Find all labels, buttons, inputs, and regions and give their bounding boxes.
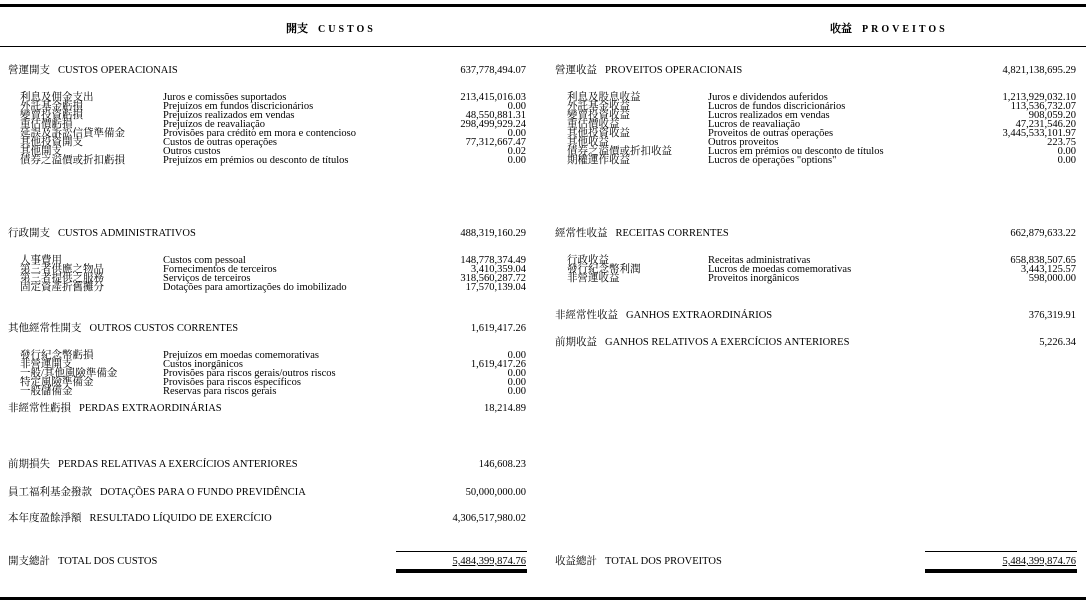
total-label-pt: TOTAL DOS CUSTOS [58, 556, 158, 567]
line-item-pt: Lucros de moedas comemorativas [708, 264, 852, 275]
line-item-zh: 非營運收益 [567, 273, 620, 284]
section-header [8, 460, 298, 470]
line-item-value: 1,619,417.26 [470, 359, 526, 370]
line-item-pt: Serviços de terceiros [163, 273, 251, 284]
line-item-zh: 外託基金虧損 [20, 101, 83, 112]
line-item-value: 213,415,016.03 [460, 92, 526, 103]
section-value: 18,214.89 [484, 403, 526, 414]
line-item-value: 0.00 [507, 386, 526, 397]
line-item-zh: 第三者提供之服務 [20, 273, 104, 284]
section-value: 1,619,417.26 [470, 323, 526, 334]
line-item-zh: 一般/其他風險準備金 [20, 368, 118, 379]
line-item-zh: 期權運作收益 [567, 155, 630, 166]
line-item-zh: 債券之溢價或折扣虧損 [20, 155, 125, 166]
line-item-pt: Provisões para riscos específicos [163, 377, 301, 388]
line-item-value: 17,570,139.04 [465, 282, 526, 293]
section-title-zh: 其他經常性開支 [8, 323, 82, 334]
section-value: 637,778,494.07 [460, 65, 526, 76]
line-item-pt: Custos com pessoal [163, 255, 246, 266]
line-item-zh: 其他投資開支 [20, 137, 83, 148]
section-value: 4,306,517,980.02 [452, 513, 526, 524]
line-item-pt: Provisões para crédito em mora e contencioso [163, 128, 357, 139]
line-item-pt: Custos inorgânicos [163, 359, 244, 370]
line-item-pt: Provisões para riscos gerais/outros riscos [163, 368, 336, 379]
line-item-pt: Lucros realizados em vendas [708, 110, 830, 121]
costs-title-pt: CUSTOS [318, 24, 376, 35]
section-header [8, 404, 222, 414]
section-title-zh: 非經常性虧損 [8, 403, 71, 414]
line-item-zh: 其他收益 [567, 137, 609, 148]
section-header [8, 514, 272, 524]
line-item-zh: 變賣投資虧損 [20, 110, 83, 121]
total-row [8, 557, 157, 567]
section-header [8, 488, 306, 498]
section-title-zh: 前期損失 [8, 459, 50, 470]
top-rule [0, 4, 1086, 7]
section-value: 376,319.91 [1028, 310, 1076, 321]
line-item-pt: Juros e dividendos auferidos [708, 92, 828, 103]
line-item-zh: 利息及佣金支出 [20, 92, 94, 103]
line-item-value: 0.00 [1057, 146, 1076, 157]
section-title-zh: 前期收益 [555, 337, 597, 348]
line-item-value: 598,000.00 [1028, 273, 1076, 284]
line-item-zh: 第三者供應之物品 [20, 264, 104, 275]
line-item-pt: Outros proveitos [708, 137, 779, 148]
line-item-value: 223.75 [1047, 137, 1076, 148]
line-item-pt: Prejuízos em prémios ou desconto de títulos [163, 155, 349, 166]
line-item-value: 0.00 [507, 377, 526, 388]
line-item-pt: Juros e comissões suportados [163, 92, 287, 103]
line-item-value: 148,778,374.49 [460, 255, 526, 266]
line-item-zh: 延誤及訴訟信貸準備金 [20, 128, 125, 139]
total-top-rule-revenues [925, 551, 1077, 552]
section-title-pt: CUSTOS ADMINISTRATIVOS [58, 228, 196, 239]
line-item-value: 0.00 [1057, 155, 1076, 166]
revenues-title-pt: PROVEITOS [862, 24, 948, 35]
line-item-pt: Proveitos de outras operações [708, 128, 834, 139]
line-item-pt: Prejuízos em fundos discricionários [163, 101, 314, 112]
section-title-pt: GANHOS RELATIVOS A EXERCÍCIOS ANTERIORES [605, 337, 850, 348]
section-title-zh: 員工福利基金撥款 [8, 487, 92, 498]
line-item-zh: 發行紀念幣利潤 [567, 264, 641, 275]
revenues-header [830, 20, 948, 36]
section-header [555, 66, 742, 76]
line-item-pt: Custos de outras operações [163, 137, 278, 148]
section-value: 662,879,633.22 [1010, 228, 1076, 239]
section-title-pt: RECEITAS CORRENTES [615, 228, 729, 239]
line-item-value: 298,499,929.24 [460, 119, 526, 130]
costs-header [286, 20, 376, 36]
line-item-pt: Lucros de fundos discricionários [708, 101, 846, 112]
line-item-value: 0.02 [507, 146, 526, 157]
line-item-pt: Reservas para riscos gerais [163, 386, 277, 397]
section-title-zh: 營運收益 [555, 65, 597, 76]
section-title-pt: PROVEITOS OPERACIONAIS [605, 65, 743, 76]
section-title-pt: GANHOS EXTRAORDINÁRIOS [626, 310, 773, 321]
line-item-value: 3,445,533,101.97 [1002, 128, 1076, 139]
line-item-zh: 重估價收益 [567, 119, 620, 130]
section-title-zh: 本年度盈餘淨額 [8, 513, 82, 524]
total-value: 5,484,399,874.76 [1002, 556, 1076, 567]
line-item-zh: 發行紀念幣虧損 [20, 350, 94, 361]
section-value: 4,821,138,695.29 [1002, 65, 1076, 76]
line-item-zh: 行政收益 [567, 255, 609, 266]
section-header [8, 66, 178, 76]
total-label-pt: TOTAL DOS PROVEITOS [605, 556, 722, 567]
line-item-value: 0.00 [507, 368, 526, 379]
line-item-value: 3,410,359.04 [470, 264, 526, 275]
line-item-value: 0.00 [507, 101, 526, 112]
line-item-value: 48,550,881.31 [465, 110, 526, 121]
section-header [555, 311, 772, 321]
line-item-zh: 固定資產折舊攤分 [20, 282, 104, 293]
total-row [555, 557, 722, 567]
line-item-value: 77,312,667.47 [465, 137, 526, 148]
costs-title-zh: 開支 [286, 23, 308, 35]
line-item-pt: Receitas administrativas [708, 255, 811, 266]
line-item-value: 658,838,507.65 [1010, 255, 1076, 266]
line-item-zh: 人事費用 [20, 255, 62, 266]
line-item-pt: Proveitos inorgânicos [708, 273, 800, 284]
line-item-pt: Lucros de operações "options" [708, 155, 837, 166]
section-title-zh: 行政開支 [8, 228, 50, 239]
section-value: 488,319,160.29 [460, 228, 526, 239]
line-item-value: 1,213,929,032.10 [1002, 92, 1076, 103]
section-value: 50,000,000.00 [465, 487, 526, 498]
section-header [8, 229, 196, 239]
line-item-pt: Dotações para amortizações do imobilizado [163, 282, 347, 293]
section-header [555, 229, 729, 239]
line-item-zh: 外託基金收益 [567, 101, 630, 112]
section-title-pt: RESULTADO LÍQUIDO DE EXERCÍCIO [89, 513, 272, 524]
line-item-zh: 非營運開支 [20, 359, 73, 370]
section-title-pt: OUTROS CUSTOS CORRENTES [89, 323, 239, 334]
section-header [8, 324, 238, 334]
total-label-zh: 收益總計 [555, 556, 597, 567]
header-rule [0, 46, 1086, 47]
line-item-zh: 特定風險準備金 [20, 377, 94, 388]
line-item-pt: Outros custos [163, 146, 221, 157]
line-item-value: 0.00 [507, 155, 526, 166]
line-item-pt: Fornecimentos de terceiros [163, 264, 277, 275]
line-item-zh: 債券之溢價或折扣收益 [567, 146, 672, 157]
line-item-pt: Prejuízos realizados em vendas [163, 110, 295, 121]
section-title-zh: 經常性收益 [555, 228, 608, 239]
line-item-pt: Prejuízos em moedas comemorativas [163, 350, 319, 361]
line-item-value: 0.00 [507, 128, 526, 139]
section-value: 146,608.23 [478, 459, 526, 470]
section-title-pt: PERDAS RELATIVAS A EXERCÍCIOS ANTERIORES [58, 459, 298, 470]
line-item-pt: Prejuízos de reavaliação [163, 119, 266, 130]
section-title-pt: DOTAÇÕES PARA O FUNDO PREVIDÊNCIA [100, 487, 306, 498]
section-title-pt: PERDAS EXTRAORDINÁRIAS [79, 403, 222, 414]
total-double-rule-costs [396, 569, 527, 573]
line-item-pt: Lucros de reavaliação [708, 119, 801, 130]
line-item-value: 318,560,287.72 [460, 273, 526, 284]
line-item-zh: 一般儲備金 [20, 386, 73, 397]
line-item-value: 908,059.20 [1028, 110, 1076, 121]
line-item-zh: 其他投資收益 [567, 128, 630, 139]
revenues-title-zh: 收益 [830, 23, 852, 35]
section-title-zh: 非經常性收益 [555, 310, 618, 321]
line-item-value: 3,443,125.57 [1020, 264, 1076, 275]
line-item-value: 113,536,732.07 [1010, 101, 1076, 112]
section-header [555, 338, 849, 348]
line-item-value: 0.00 [507, 350, 526, 361]
total-double-rule-revenues [925, 569, 1077, 573]
line-item-zh: 其他開支 [20, 146, 62, 157]
section-title-zh: 營運開支 [8, 65, 50, 76]
section-value: 5,226.34 [1039, 337, 1076, 348]
line-item-zh: 重估價虧損 [20, 119, 73, 130]
line-item-zh: 變賣投資收益 [567, 110, 630, 121]
total-label-zh: 開支總計 [8, 556, 50, 567]
total-value: 5,484,399,874.76 [452, 556, 526, 567]
section-title-pt: CUSTOS OPERACIONAIS [58, 65, 178, 76]
bottom-rule [0, 597, 1086, 600]
line-item-zh: 利息及股息收益 [567, 92, 641, 103]
total-top-rule-costs [396, 551, 527, 552]
line-item-pt: Lucros em prémios ou desconto de títulos [708, 146, 884, 157]
line-item-value: 47,231,546.20 [1015, 119, 1076, 130]
